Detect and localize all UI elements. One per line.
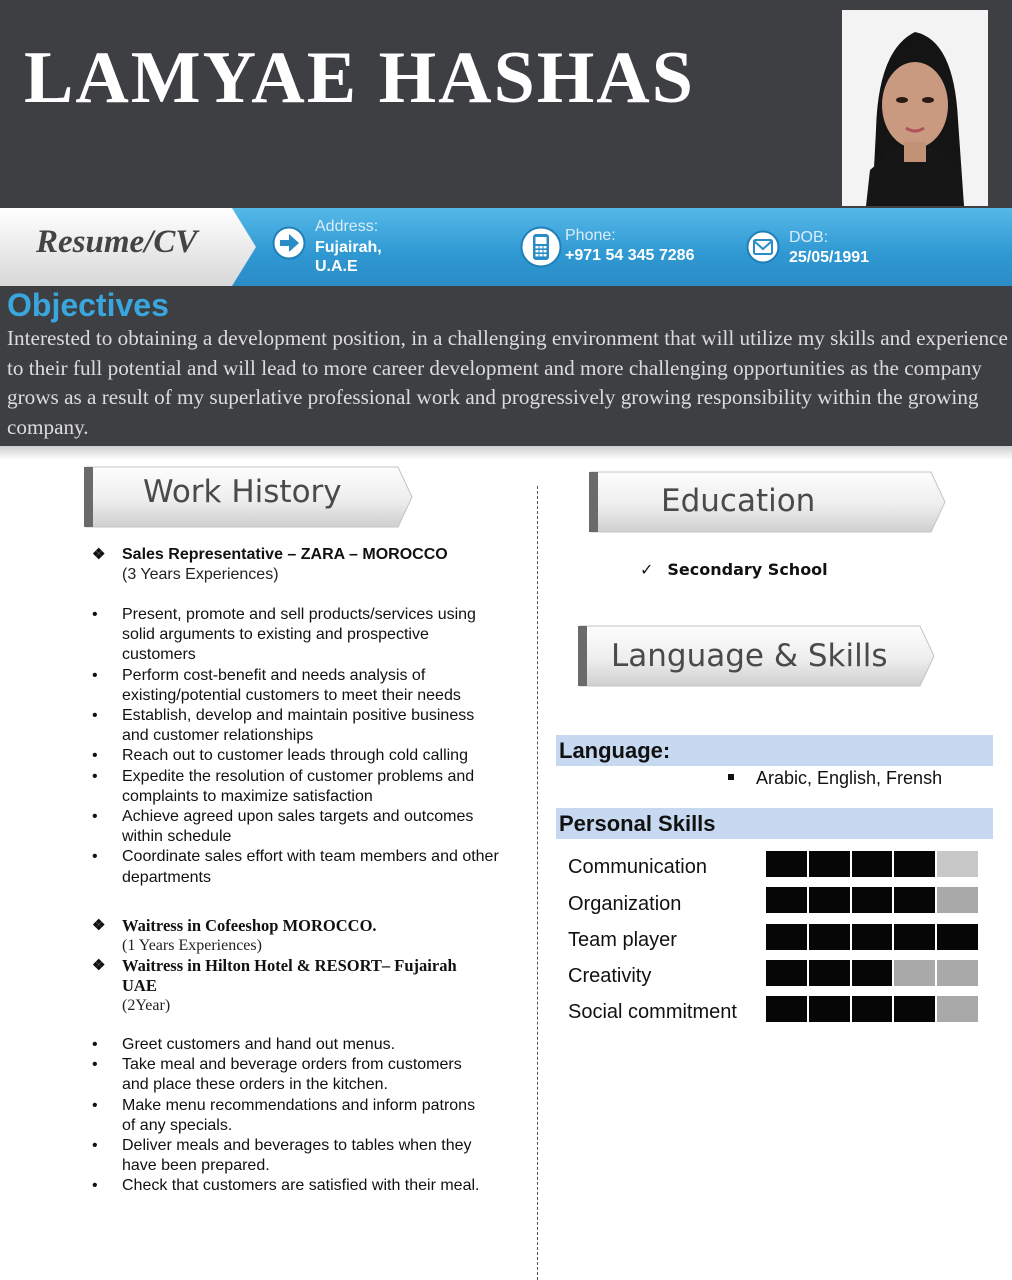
- list-item: • Take meal and beverage orders from customers and place these orders in the kitchen.: [92, 1055, 492, 1095]
- skill-segment-filled: [852, 996, 893, 1022]
- list-item: • Make menu recommendations and inform patrons of any specials.: [92, 1096, 492, 1136]
- skill-label: Organization: [568, 893, 682, 915]
- skill-segment-filled: [852, 924, 893, 950]
- list-item: • Perform cost-benefit and needs analysis of existing/potential customers to meet their needs: [92, 666, 502, 706]
- phone-icon: [520, 226, 562, 268]
- skill-segment-filled: [766, 960, 807, 986]
- job1-responsibilities: [92, 605, 502, 888]
- list-item: • Expedite the resolution of customer problems and complaints to maximize satisfaction: [92, 767, 502, 807]
- dob-value: 25/05/1991: [789, 249, 870, 266]
- job-title: Sales Representative – ZARA – MOROCCO: [122, 546, 448, 563]
- education-item: [640, 560, 828, 579]
- diamond-bullet-icon: ❖: [92, 918, 106, 934]
- job-duration: (3 Years Experiences): [122, 566, 279, 583]
- skill-bar: [766, 887, 978, 913]
- skill-label: Team player: [568, 929, 677, 951]
- objectives-text: Interested to obtaining a development position, in a challenging environment that will utilize my skills and experience to their full potential and will lead to more career development and more challenging opportunities as the company grows as a result of my superlative professional work and progressively growing responsibility within the growing company.: [7, 326, 1008, 439]
- skill-segment-empty: [937, 851, 978, 877]
- work-history-title: Work History: [143, 474, 342, 510]
- list-item: • Reach out to customer leads through cold calling: [92, 746, 502, 766]
- languages-list: Arabic, English, Frensh: [756, 768, 943, 788]
- list-item: • Deliver meals and beverages to tables when they have been prepared.: [92, 1136, 492, 1176]
- job-title-line2: UAE: [122, 976, 157, 995]
- resume-cv-label: Resume/CV: [36, 224, 198, 260]
- education-title: Education: [661, 483, 816, 519]
- skill-segment-filled: [852, 887, 893, 913]
- job-title: Waitress in Cofeeshop MOROCCO.: [122, 916, 377, 935]
- skill-segment-empty: [937, 960, 978, 986]
- skill-segment-filled: [809, 924, 850, 950]
- skill-segment-empty: [937, 996, 978, 1022]
- address-label: Address:: [315, 218, 379, 235]
- skill-bar: [766, 924, 978, 950]
- phone-label: Phone:: [565, 227, 616, 244]
- list-item: • Greet customers and hand out menus.: [92, 1035, 492, 1055]
- objectives-title: Objectives: [7, 287, 169, 323]
- list-item: • Achieve agreed upon sales targets and outcomes within schedule: [92, 807, 502, 847]
- job-duration: (1 Years Experiences): [122, 937, 262, 954]
- address-line2: U.A.E: [315, 258, 358, 275]
- list-item: • Present, promote and sell products/services using solid arguments to existing and prospective customers: [92, 605, 502, 666]
- language-item: [728, 768, 942, 789]
- skill-segment-filled: [894, 851, 935, 877]
- job-waitress-hilton: [92, 956, 512, 1016]
- skill-segment-filled: [894, 924, 935, 950]
- job-title: Waitress in Hilton Hotel & RESORT– Fujairah: [122, 956, 457, 975]
- skill-segment-filled: [894, 996, 935, 1022]
- job-sales-representative: [92, 545, 512, 585]
- skill-segment-filled: [852, 851, 893, 877]
- objectives-shadow: [0, 446, 1012, 460]
- skill-label: Communication: [568, 856, 707, 878]
- arrow-right-circle-icon: [272, 226, 306, 260]
- list-item: • Establish, develop and maintain positive business and customer relationships: [92, 706, 502, 746]
- language-skills-title: Language & Skills: [611, 638, 888, 674]
- job-duration: (2Year): [122, 997, 171, 1014]
- envelope-icon: [746, 230, 780, 264]
- skill-label: Social commitment: [568, 1001, 737, 1023]
- skill-bar: [766, 996, 978, 1022]
- job-waitress-cofeeshop: [92, 916, 512, 956]
- diamond-bullet-icon: ❖: [92, 546, 106, 563]
- skill-segment-filled: [809, 960, 850, 986]
- column-divider: [537, 486, 538, 1280]
- skill-segment-filled: [766, 851, 807, 877]
- education-item-label: Secondary School: [667, 560, 828, 579]
- job3-responsibilities: [92, 1035, 492, 1197]
- skill-bar: [766, 851, 978, 877]
- skill-segment-filled: [766, 924, 807, 950]
- skill-segment-empty: [894, 960, 935, 986]
- list-item: • Coordinate sales effort with team members and other departments: [92, 847, 502, 887]
- skill-segment-filled: [894, 887, 935, 913]
- personal-skills-heading: Personal Skills: [556, 808, 993, 839]
- list-item: • Check that customers are satisfied with their meal.: [92, 1176, 492, 1196]
- square-bullet-icon: [728, 774, 734, 780]
- skill-segment-filled: [766, 887, 807, 913]
- skill-label: Creativity: [568, 965, 652, 987]
- dob-label: DOB:: [789, 229, 829, 246]
- profile-photo: [842, 10, 988, 206]
- phone-value: +971 54 345 7286: [565, 247, 695, 264]
- skill-segment-filled: [766, 996, 807, 1022]
- checkmark-icon: ✓: [640, 560, 654, 579]
- skill-segment-filled: [809, 996, 850, 1022]
- language-heading: Language:: [556, 735, 993, 766]
- skill-segment-filled: [809, 887, 850, 913]
- diamond-bullet-icon: ❖: [92, 958, 106, 974]
- skill-segment-empty: [937, 887, 978, 913]
- skill-segment-filled: [852, 960, 893, 986]
- address-line1: Fujairah,: [315, 239, 382, 256]
- candidate-name: LAMYAE HASHAS: [24, 37, 695, 119]
- skill-segment-filled: [809, 851, 850, 877]
- skill-bar: [766, 960, 978, 986]
- skill-segment-filled: [937, 924, 978, 950]
